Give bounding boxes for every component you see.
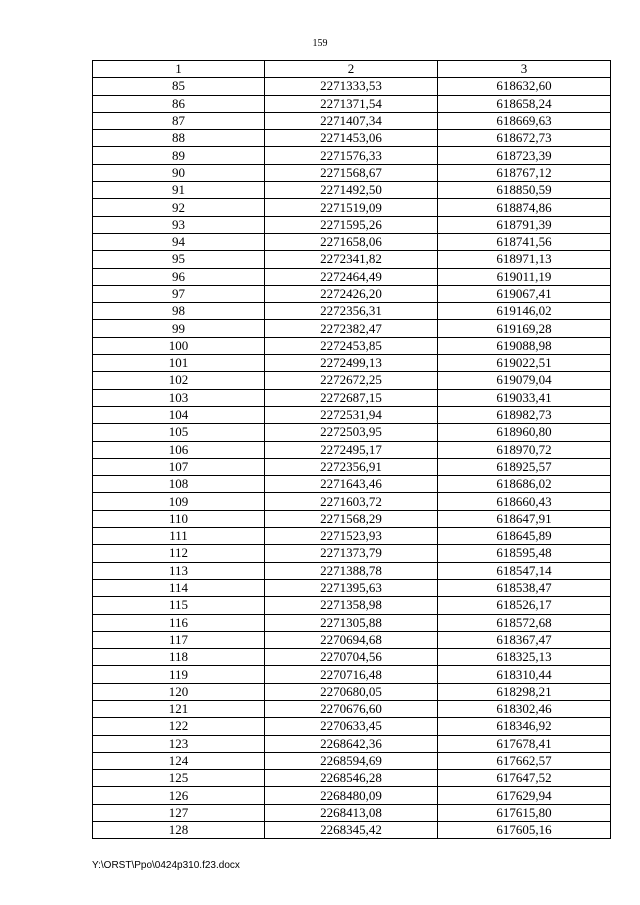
table-row	[93, 164, 611, 181]
x-coordinate-cell: 2272503,95	[265, 424, 438, 441]
y-coordinate-cell: 618970,72	[438, 441, 611, 458]
point-number-cell: 93	[93, 216, 265, 233]
y-coordinate-cell: 618960,80	[438, 424, 611, 441]
point-number-cell: 108	[93, 476, 265, 493]
x-coordinate-cell: 2272499,13	[265, 355, 438, 372]
table-row	[93, 320, 611, 337]
table-row	[93, 268, 611, 285]
point-number-cell: 113	[93, 562, 265, 579]
x-coordinate-cell: 2271523,93	[265, 528, 438, 545]
y-coordinate-cell: 618346,92	[438, 718, 611, 735]
point-number-cell: 106	[93, 441, 265, 458]
page-number: 159	[312, 38, 328, 49]
y-coordinate-cell: 619146,02	[438, 303, 611, 320]
table-row	[93, 424, 611, 441]
point-number-cell: 104	[93, 406, 265, 423]
point-number-cell: 96	[93, 268, 265, 285]
table-row	[93, 130, 611, 147]
point-number-cell: 128	[93, 822, 265, 839]
y-coordinate-cell: 619079,04	[438, 372, 611, 389]
x-coordinate-cell: 2272356,91	[265, 458, 438, 475]
table-row	[93, 579, 611, 596]
x-coordinate-cell: 2268642,36	[265, 735, 438, 752]
x-coordinate-cell: 2272453,85	[265, 337, 438, 354]
point-number-cell: 111	[93, 528, 265, 545]
table-row	[93, 700, 611, 717]
table-row	[93, 787, 611, 804]
point-number-cell: 89	[93, 147, 265, 164]
y-coordinate-cell: 618302,46	[438, 700, 611, 717]
y-coordinate-cell: 617662,57	[438, 752, 611, 769]
table-row	[93, 476, 611, 493]
x-coordinate-cell: 2272495,17	[265, 441, 438, 458]
point-number-cell: 115	[93, 597, 265, 614]
x-coordinate-cell: 2272426,20	[265, 285, 438, 302]
point-number-cell: 119	[93, 666, 265, 683]
x-coordinate-cell: 2268594,69	[265, 752, 438, 769]
y-coordinate-cell: 618658,24	[438, 95, 611, 112]
x-coordinate-cell: 2271407,34	[265, 112, 438, 129]
x-coordinate-cell: 2271643,46	[265, 476, 438, 493]
x-coordinate-cell: 2271395,63	[265, 579, 438, 596]
point-number-cell: 92	[93, 199, 265, 216]
y-coordinate-cell: 618632,60	[438, 78, 611, 95]
x-coordinate-cell: 2272687,15	[265, 389, 438, 406]
x-coordinate-cell: 2270704,56	[265, 649, 438, 666]
x-coordinate-cell: 2271371,54	[265, 95, 438, 112]
y-coordinate-cell: 618791,39	[438, 216, 611, 233]
x-coordinate-cell: 2270716,48	[265, 666, 438, 683]
y-coordinate-cell: 619067,41	[438, 285, 611, 302]
point-number-cell: 99	[93, 320, 265, 337]
y-coordinate-cell: 618971,13	[438, 251, 611, 268]
table-row	[93, 562, 611, 579]
y-coordinate-cell: 619022,51	[438, 355, 611, 372]
y-coordinate-cell: 617647,52	[438, 770, 611, 787]
y-coordinate-cell: 618547,14	[438, 562, 611, 579]
point-number-cell: 90	[93, 164, 265, 181]
point-number-cell: 97	[93, 285, 265, 302]
table-row	[93, 372, 611, 389]
y-coordinate-cell: 618723,39	[438, 147, 611, 164]
x-coordinate-cell: 2271568,67	[265, 164, 438, 181]
table-row	[93, 510, 611, 527]
point-number-cell: 85	[93, 78, 265, 95]
y-coordinate-cell: 619033,41	[438, 389, 611, 406]
table-row	[93, 406, 611, 423]
x-coordinate-cell: 2272341,82	[265, 251, 438, 268]
table-row	[93, 355, 611, 372]
column-header: 3	[438, 61, 611, 78]
point-number-cell: 109	[93, 493, 265, 510]
x-coordinate-cell: 2271492,50	[265, 182, 438, 199]
table-row	[93, 597, 611, 614]
table-row	[93, 251, 611, 268]
x-coordinate-cell: 2271358,98	[265, 597, 438, 614]
x-coordinate-cell: 2271519,09	[265, 199, 438, 216]
x-coordinate-cell: 2271373,79	[265, 545, 438, 562]
footer-file-path: Y:\ORST\Ppo\0424p310.f23.docx	[92, 860, 240, 871]
point-number-cell: 120	[93, 683, 265, 700]
x-coordinate-cell: 2271603,72	[265, 493, 438, 510]
point-number-cell: 91	[93, 182, 265, 199]
table-row	[93, 112, 611, 129]
column-header: 2	[265, 61, 438, 78]
y-coordinate-cell: 618298,21	[438, 683, 611, 700]
y-coordinate-cell: 618982,73	[438, 406, 611, 423]
table-row	[93, 770, 611, 787]
table-row	[93, 199, 611, 216]
point-number-cell: 127	[93, 804, 265, 821]
point-number-cell: 86	[93, 95, 265, 112]
x-coordinate-cell: 2271388,78	[265, 562, 438, 579]
y-coordinate-cell: 617615,80	[438, 804, 611, 821]
x-coordinate-cell: 2271568,29	[265, 510, 438, 527]
x-coordinate-cell: 2271333,53	[265, 78, 438, 95]
point-number-cell: 102	[93, 372, 265, 389]
table-row	[93, 528, 611, 545]
table-row	[93, 337, 611, 354]
x-coordinate-cell: 2268546,28	[265, 770, 438, 787]
table-row	[93, 804, 611, 821]
y-coordinate-cell: 618741,56	[438, 233, 611, 250]
y-coordinate-cell: 618310,44	[438, 666, 611, 683]
table-row	[93, 735, 611, 752]
table-row	[93, 303, 611, 320]
table-row	[93, 147, 611, 164]
y-coordinate-cell: 617605,16	[438, 822, 611, 839]
y-coordinate-cell: 618672,73	[438, 130, 611, 147]
y-coordinate-cell: 618686,02	[438, 476, 611, 493]
point-number-cell: 101	[93, 355, 265, 372]
y-coordinate-cell: 618669,63	[438, 112, 611, 129]
point-number-cell: 123	[93, 735, 265, 752]
table-row	[93, 182, 611, 199]
point-number-cell: 103	[93, 389, 265, 406]
point-number-cell: 117	[93, 631, 265, 648]
y-coordinate-cell: 618538,47	[438, 579, 611, 596]
y-coordinate-cell: 619169,28	[438, 320, 611, 337]
point-number-cell: 105	[93, 424, 265, 441]
table-row	[93, 216, 611, 233]
x-coordinate-cell: 2271453,06	[265, 130, 438, 147]
x-coordinate-cell: 2270680,05	[265, 683, 438, 700]
point-number-cell: 94	[93, 233, 265, 250]
x-coordinate-cell: 2272382,47	[265, 320, 438, 337]
point-number-cell: 95	[93, 251, 265, 268]
point-number-cell: 116	[93, 614, 265, 631]
x-coordinate-cell: 2270676,60	[265, 700, 438, 717]
x-coordinate-cell: 2272531,94	[265, 406, 438, 423]
table-row	[93, 493, 611, 510]
table-row	[93, 233, 611, 250]
table-row	[93, 649, 611, 666]
table-row	[93, 666, 611, 683]
x-coordinate-cell: 2270633,45	[265, 718, 438, 735]
y-coordinate-cell: 617629,94	[438, 787, 611, 804]
point-number-cell: 122	[93, 718, 265, 735]
table-row	[93, 458, 611, 475]
point-number-cell: 112	[93, 545, 265, 562]
y-coordinate-cell: 618645,89	[438, 528, 611, 545]
y-coordinate-cell: 618660,43	[438, 493, 611, 510]
point-number-cell: 88	[93, 130, 265, 147]
table-row	[93, 631, 611, 648]
y-coordinate-cell: 618850,59	[438, 182, 611, 199]
y-coordinate-cell: 618874,86	[438, 199, 611, 216]
column-header: 1	[93, 61, 265, 78]
table-row	[93, 441, 611, 458]
y-coordinate-cell: 618526,17	[438, 597, 611, 614]
y-coordinate-cell: 618767,12	[438, 164, 611, 181]
x-coordinate-cell: 2271658,06	[265, 233, 438, 250]
coordinates-table	[92, 60, 611, 839]
point-number-cell: 126	[93, 787, 265, 804]
y-coordinate-cell: 618595,48	[438, 545, 611, 562]
point-number-cell: 107	[93, 458, 265, 475]
table-row	[93, 78, 611, 95]
table-row	[93, 718, 611, 735]
point-number-cell: 114	[93, 579, 265, 596]
point-number-cell: 125	[93, 770, 265, 787]
x-coordinate-cell: 2271305,88	[265, 614, 438, 631]
x-coordinate-cell: 2272672,25	[265, 372, 438, 389]
x-coordinate-cell: 2272356,31	[265, 303, 438, 320]
table-row	[93, 95, 611, 112]
point-number-cell: 121	[93, 700, 265, 717]
point-number-cell: 110	[93, 510, 265, 527]
x-coordinate-cell: 2270694,68	[265, 631, 438, 648]
table-row	[93, 683, 611, 700]
y-coordinate-cell: 619011,19	[438, 268, 611, 285]
x-coordinate-cell: 2272464,49	[265, 268, 438, 285]
table-row	[93, 285, 611, 302]
x-coordinate-cell: 2271576,33	[265, 147, 438, 164]
table-row	[93, 822, 611, 839]
table-header-row	[93, 61, 611, 78]
y-coordinate-cell: 618572,68	[438, 614, 611, 631]
y-coordinate-cell: 617678,41	[438, 735, 611, 752]
point-number-cell: 118	[93, 649, 265, 666]
point-number-cell: 98	[93, 303, 265, 320]
y-coordinate-cell: 619088,98	[438, 337, 611, 354]
y-coordinate-cell: 618325,13	[438, 649, 611, 666]
table-body	[93, 78, 611, 839]
point-number-cell: 87	[93, 112, 265, 129]
table-row	[93, 614, 611, 631]
y-coordinate-cell: 618647,91	[438, 510, 611, 527]
point-number-cell: 124	[93, 752, 265, 769]
y-coordinate-cell: 618925,57	[438, 458, 611, 475]
x-coordinate-cell: 2268480,09	[265, 787, 438, 804]
x-coordinate-cell: 2268413,08	[265, 804, 438, 821]
table-row	[93, 545, 611, 562]
point-number-cell: 100	[93, 337, 265, 354]
y-coordinate-cell: 618367,47	[438, 631, 611, 648]
table-row	[93, 389, 611, 406]
table-row	[93, 752, 611, 769]
x-coordinate-cell: 2271595,26	[265, 216, 438, 233]
x-coordinate-cell: 2268345,42	[265, 822, 438, 839]
